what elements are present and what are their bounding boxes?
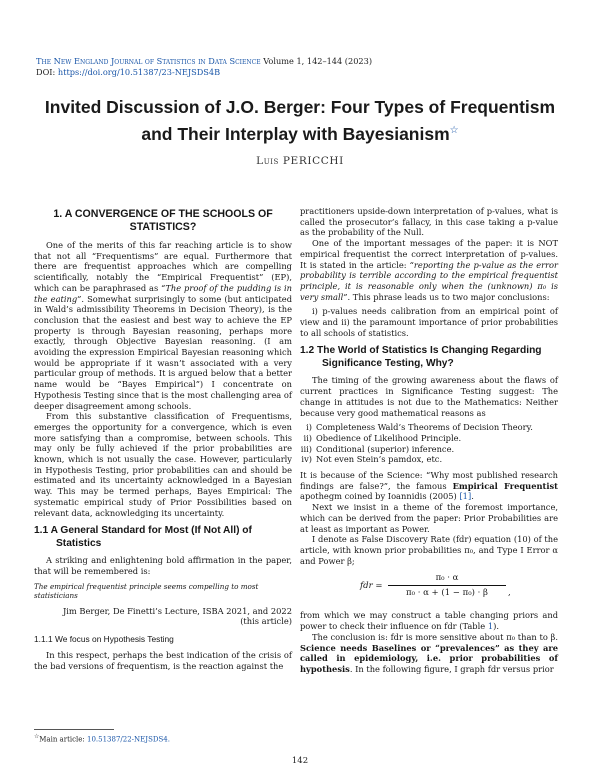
author-name xyxy=(0,155,600,167)
section-1-2-heading: 1.2 The World of Statistics Is Changing Regarding Significance Testing, Why? xyxy=(300,345,542,369)
page-number: 142 xyxy=(291,756,309,766)
section-1-para-2: From this substantive classification of Frequentisms, emerges the opportunity for a convergence, which is even more satisfying than a compromise, between schools. This may only be fully achieved if the prior probabilities are known, which is not usually the case. However, particularly in Hypothesis Testing, prior probabilities can and should be estimated and its uncertainty acknowledged in a Bayesian way. This may be termed perhaps, Bayes Empirical: The systematic empirical study of Prior Possibilities based on relevant data, acknowledging its uncertainty. xyxy=(34,411,292,518)
continued-para: practitioners upside-down interpretation of p-values, what is called the prosecutor’s fallacy, in this case taking a p-value as the probability of the Null. xyxy=(300,206,558,238)
fraction-bar xyxy=(388,585,506,586)
doi-link[interactable]: https://doi.org/10.51387/23-NEJSDS4B xyxy=(57,67,221,77)
paper-title xyxy=(30,96,570,146)
formula-denominator: π₀ · α + (1 − π₀) · β xyxy=(406,588,488,599)
citation-line-2: (this article) xyxy=(240,616,292,627)
left-column xyxy=(34,206,292,671)
section-1-heading: 1. A CONVERGENCE OF THE SCHOOLS OF STATISTICS? xyxy=(53,208,273,233)
citation-line-1: Jim Berger, De Finetti’s Lecture, ISBA 2021, and 2022 xyxy=(62,605,292,616)
journal-header xyxy=(36,56,576,78)
section-1-para-1: One of the merits of this far reaching article is to show that not all “Frequentisms” are equal. Furthermore that there are frequentist approaches which are compelling scientifically, notably the “Empirical Frequentist” (EP), which can be paraphrased as “The proof of the pudding is in the eating”. Somewhat surprisingly to some (but anticipated in Wald’s admissibility Theorems in Decision Theory), is the conclusion that the easiest and best way to achieve the EP property is through Bayesian reasoning, perhaps more exactly, through Objective Bayesian reasoning. (I am avoiding the expression Empirical Bayesian reasoning which would be appropriate if it wasn’t associated with a very particular group of methods. It is argued below that a better name would be “Bayes Empirical”) I concentrate on Hypothesis Testing since that is the most challenging area of deeper disagreement among schools. xyxy=(34,240,293,411)
list-item: iv) Not even Stein’s pamdox, etc. xyxy=(301,454,443,465)
volume-info: Volume 1, 142–144 (2023) xyxy=(263,56,373,66)
berger-quote: The empirical frequentist principle seems compelling to most statisticians xyxy=(34,581,259,600)
section-1-1-heading: 1.1 A General Standard for Most (If Not All) of Statistics xyxy=(34,525,252,549)
quote-citation xyxy=(34,606,292,627)
fdr-formula xyxy=(300,572,558,602)
section-1-2-para-6: The conclusion is: fdr is more sensitive about π₀ than to β. Science needs Baselines or “prevalences” as they are called in epidemiology, i.e. prior probabilities of hypothesis. In the following figure, I graph fdr versus prior xyxy=(300,631,558,674)
list-item: i) Completeness Wald’s Theorems of Decision Theory. xyxy=(306,422,533,433)
list-item: ii) Obedience of Likelihood Principle. xyxy=(303,432,462,443)
math-reasons-list xyxy=(300,422,558,465)
journal-name[interactable]: The New England Journal of Statistics in Data Science xyxy=(36,56,261,66)
list-item: iii) Conditional (superior) inference. xyxy=(300,443,455,454)
title-footnote-marker[interactable]: ☆ xyxy=(449,125,459,136)
main-article-link[interactable]: 10.51387/22-NEJSDS4. xyxy=(87,735,170,744)
section-1-2-para-2: It is because of the Science: “Why most published research findings are false?”, the famous Empirical Frequentist apothegm coined by Ioannidis (2005) [1]. xyxy=(300,470,559,502)
right-column xyxy=(300,206,558,675)
conclusions-para: i) p-values needs calibration from an empirical point of view and ii) the paramount importance of prior probabilities to all schools of statistics. xyxy=(300,306,558,338)
table-1-link[interactable]: 1 xyxy=(487,621,494,632)
section-1-1-1-para: In this respect, perhaps the best indication of the crisis of the bad versions of frequentism, is the reaction against the xyxy=(34,649,292,671)
formula-comma: , xyxy=(508,588,511,599)
section-1-2-para-4: I denote as False Discovery Rate (fdr) equation (10) of the article, with known prior probabilities π₀, and Type I Error α and Power β; xyxy=(300,534,558,566)
reference-1-link[interactable]: [1] xyxy=(459,491,472,502)
section-1-2-para-3: Next we insist in a theme of the foremost importance, which can be derived from the paper: Prior Probabilities are at least as important as Power. xyxy=(300,502,558,534)
section-1-2-para-1: The timing of the growing awareness about the flaws of current practices in Significance Testing suggest: The change in attitudes is not due to the Mathematics: Neither because very good mathematical reasons as xyxy=(300,375,558,418)
footnote xyxy=(34,729,292,744)
doi-label: DOI: xyxy=(36,67,56,77)
section-1-2-para-5: from which we may construct a table changing priors and power to check their influence on fdr (Table 1). xyxy=(300,610,558,632)
footnote-marker: ☆ xyxy=(34,734,40,740)
footnote-rule xyxy=(34,729,114,730)
paper-title-text: Invited Discussion of J.O. Berger: Four Types of Frequentism and Their Interplay with Bayesianism xyxy=(44,97,556,144)
section-1-1-para: A striking and enlightening bold affirmation in the paper, that will be remembered is: xyxy=(34,555,292,576)
footnote-label: Main article: xyxy=(39,735,88,744)
formula-fraction xyxy=(388,572,506,599)
formula-lhs: fdr = xyxy=(360,581,383,592)
section-1-1-1-heading: 1.1.1 We focus on Hypothesis Testing xyxy=(34,634,174,645)
important-messages-para: One of the important messages of the paper: it is NOT empirical frequentist the correct interpretation of p-values. It is stated in the article: “reporting the p-value as the error probability is terrible according to the empirical frequentist principle, it is reasonable only when the (unknown) π₀ is very small”. This phrase leads us to two major conclusions: xyxy=(300,238,559,302)
formula-numerator: π₀ · α xyxy=(435,573,459,584)
author-text: Luis PERICCHI xyxy=(256,155,344,167)
